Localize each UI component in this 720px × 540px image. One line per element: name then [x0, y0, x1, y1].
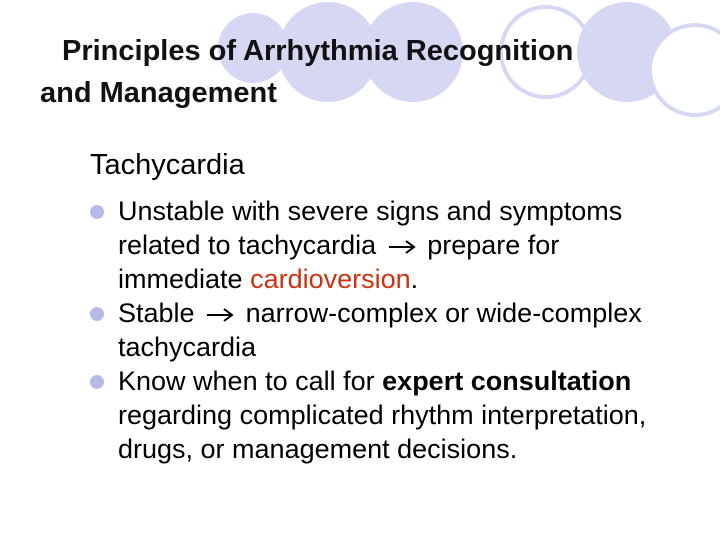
- bullet-dot-icon: [90, 205, 104, 219]
- section-heading: Tachycardia: [90, 149, 245, 181]
- list-item: [88, 194, 688, 296]
- bullet-1-action: prepare for immediate: [118, 230, 560, 294]
- bullet-2-detail: narrow-complex or wide-complex tachycardia: [118, 298, 642, 362]
- list-item: [88, 364, 688, 466]
- bullet-3-detail: regarding complicated rhythm interpretation, drugs, or management decisions.: [118, 400, 647, 464]
- bullet-list: [88, 194, 688, 466]
- right-arrow-icon: [388, 240, 416, 254]
- bullet-2-text: Stable: [118, 298, 195, 328]
- list-item: [88, 296, 688, 364]
- bullet-1-text: Unstable with severe signs and symptoms related to tachycardia: [118, 196, 623, 260]
- bullet-1-end: .: [410, 264, 419, 294]
- bullet-1-highlight: cardioversion: [250, 264, 411, 294]
- title-line-2: and Management: [40, 77, 277, 109]
- bullet-dot-icon: [90, 307, 104, 321]
- bullet-dot-icon: [90, 375, 104, 389]
- page-title: [40, 30, 680, 114]
- bullet-3-text: Know when to call for: [118, 366, 375, 396]
- title-line-1: Principles of Arrhythmia Recognition: [62, 35, 574, 67]
- bullet-3-emphasis: expert consultation: [382, 366, 632, 396]
- right-arrow-icon: [206, 308, 234, 322]
